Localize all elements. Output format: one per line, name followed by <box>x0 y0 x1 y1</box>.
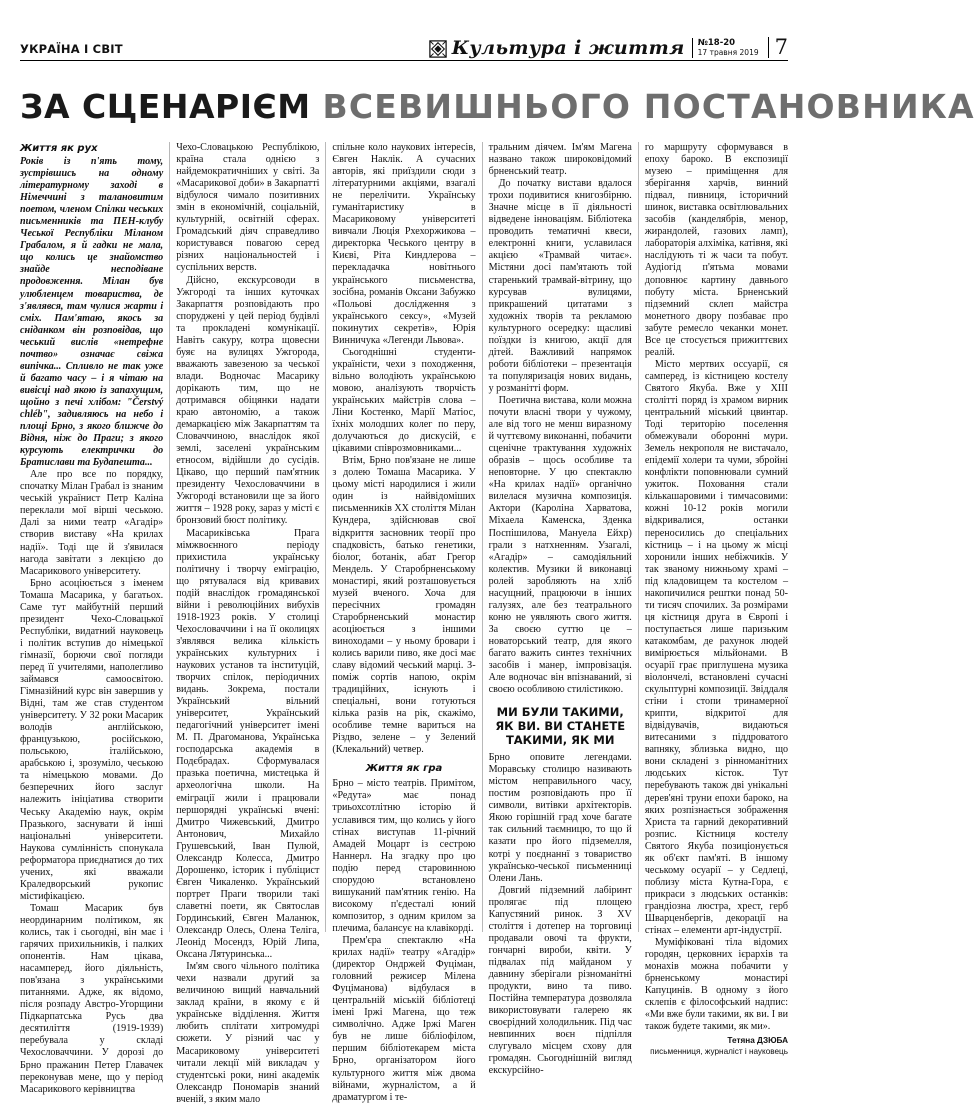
paragraph: Томаш Масарик був неординарним політиком, як колись, так і сьогодні, він має і гарячих прихильників, і палких опонентів. Нам цікава, насамперед, його діяльність, пов'язана з українськими питаннями. Адже, як відомо, після розпаду Австро-Угорщини Підкарпатська Русь два десятиліття (1919-1939) перебувала у складі Чехословаччини. У дорозі до Брно пражанин Петер Главачек переконував мене, що у період Масарикового керівництва <box>20 902 164 1095</box>
issue-number: №18-20 <box>697 38 736 48</box>
paragraph: Брно асоціюється з іменем Томаша Масарика, у багатьох. Саме тут майбутній перший президент Чехо-Словацької Республіки, видатний науковець і політик вступив до німецької гімназії, борючи свої погляди перед її учителями, наполегливо займався самоосвітою. Гімназійний курс він завершив у Відні, там же став студентом університету. У 32 роки Масарик володів англійською, французькою, російською, польською, італійською, арабською і, зрозуміло, чеською та німецькою мовами. До безперечних його заслуг належить ініціатива створити Чеську Академію наук, окрім Празького, заснувати й інші національні університети. Наукова сумлінність спонукала реформатора приєднатися до тих учених, які вважали Краледворський рукопис містифікацією. <box>20 577 164 902</box>
article-title <box>20 84 975 130</box>
paragraph: Втім, Брно пов'язане не лише з долею Томаша Масарика. У цьому місті народилися і жили один із найвідоміших письменників ХХ століття Мілан Кундера, здійснював свої відкриття засновник теорії про спадковість, батько генетики, біолог, ботанік, абат Грегор Мендель. У Старобрненському монастирі, який розташовується музей вченого. Хоча для пересічних громадян Старобрненський монастир асоціюється з іншими виноходами – у ньому бровари і колись варили пиво, яке досі має славу відомий чеський марці. З-поміж сортів напою, окрім традиційних, існують і спеціальні, вони готуються кілька разів на рік, скажімо, особливе темне вариться на Різдво, зелене – у Зелений (Клекальний) четвер. <box>332 455 476 756</box>
issue-info <box>692 38 759 58</box>
paragraph: Брно – місто театрів. Примітом, «Редута» має понад триьохсотлітню історію й уславився тим, що колись у його стінах виступав 11-річний Амадей Моцарт із сестрою Наннерл. На згадку про цю подію перед старовинною спорудою встановлено вишуканий пам'ятник генію. На високому п'єдесталі юний композитор, з одним крилом за плечима, балансує на клавікорді. <box>332 778 476 934</box>
paragraph: Сьогоднішні студенти-україністи, чехи з походження, вільно володіють українською мовою, аналізують творчість українських майстрів слова – Ліни Костенко, Марії Матіос, їхніх молодших колег по перу, долучаються до дискусій, є цікавими співрозмовниками... <box>332 346 476 455</box>
section-label: УКРАЇНА І СВІТ <box>20 42 123 56</box>
paragraph: тральним діячем. Ім'ям Магена названо також широковідомий брненський театр. <box>488 142 632 178</box>
paragraph: спільне коло наукових інтересів, Євген Наклік. А сучасних авторів, які приїздили сюди з літературними акціями, взагалі не перелічити. Українську гуманітаристику в Масариковому університеті вивчали Люція Рхехоржикова – директорка Чеського центру в Києві, Ріта Киндлерова – перекладачка новітнього українського письменства, зосібна, романів Оксани Забужко «Польові дослідження з українського сексу», «Музей покинутих секретів», Юрія Винничука «Легенди Львова». <box>332 142 476 346</box>
paragraph: Прем'єра спектаклю «На крилах надії» театру «Агадір» (директор Ондржей Фуціман, головний режисер Мілена Фуціманова) відбулася в центральній міській бібліотеці імені Іржі Магена, що теж символічно. Адже Іржі Маген був не лише бібліофілом, першим бібліотекарем міста Брно, організатором його культурного життя між двома війнами, журналістом, а й драматургом і те- <box>332 935 476 1103</box>
column-5 <box>638 142 789 1057</box>
column-3 <box>325 142 481 1103</box>
paragraph: Поетична вистава, коли можна почути власні твори у чужому, але від того не менш виразному й чуттєвому виконанні, побачити сценічне трактування художніх образів – щось особливе та неповторне. У цю спектаклю «На крилах надії» органічно вилелася музична композиція. Актори (Кароліна Харватова, Міхаела Каменска, Зденка Поспішилова, Мануела Ейхр) грали з натхненням. Узагалі, «Агадір» – самодіяльний колектив. Музики й виконавці ролей заробляють на хліб насущний, працюючи в інших галузях, але без театрального коню не уявляють свого життя. За своєю суттю це – новаторський театр, для якого багато важить синтез технічних засобів і манер, імпровізація. Але водночас він впізнаваний, зі своєю особливою стилістикою. <box>488 394 632 696</box>
paragraph: До початку вистави вдалося трохи подивитися книгозбірню. Значне місце в її діяльності відведене інноваціям. Бібліотека проводить тематичні квеси, електронні книги, уславилася акцією «Трамвай читає». Містяни досі пам'ятають той старенький трамвай-вітрину, що курсував вулицями, прикрашений цитатами з художніх творів та рекламою культурного осередку: щасливі поїздки із книгою, акції для дітей. Важливий напрямок роботи бібліотеки – презентація та популяризація нових видань, у розманітті форм. <box>488 178 632 394</box>
title-part-1: ЗА СЦЕНАРІЄМ <box>20 87 311 126</box>
paragraph: Дійсно, екскурсоводи в Ужгороді та інших куточках Закарпаття розповідають про споруджені у цей період будівлі та прокладені комунікації. Навіть сакуру, котра щовесни буяє на вулицях Ужгорода, вважають завезеною за чеської влади. Водночас Масарику дорікають тим, що не дотримався обіцянки надати краю автономію, а також демаркацією між Закарпаттям та Словаччиною, внаслідок якої землі, заселені українським етносом, відійшли до сусідів. Цікаво, що перший пам'ятник президенту Чехословаччини в Ужгороді встановили ще за його життя – 1928 року, зараз у місті є бронзовий бюст політику. <box>176 274 320 527</box>
paragraph: Брно оповите легендами. Моравську столицю називають містом неправильного часу, постим розповідають про її символи, витівки архітекторів. Якою горішній град хоче багате так сильний таємницю, то що й казати про його підземелля, котрі у поєднаннї з товариство українсько-чеської письменниці Олени Лань. <box>488 752 632 884</box>
title-part-2: ВСЕВИШНЬОГО ПОСТАНОВНИКА <box>322 87 975 126</box>
paragraph: Але про все по порядку, спочатку Мілан Грабал із знаним чеській українист Петр Каліна переклали мої вірші чеською. Далі за ними театр «Агадір» створив виставу «На крилах надії». Тоді ще й з'явилася нагода завітати з лекцією до Масарикового університету. <box>20 469 164 577</box>
paragraph: Муміфіковані тіла відомих городян, церковних ієрархів та монахів можна побачити у брненському монастирі Капуцинів. В одному з його склепів є філософський надпис: «Ми вже були такими, як ви. І ви також будете такими, як ми». <box>644 937 789 1033</box>
column-2 <box>169 142 325 1105</box>
masthead-title: Культура і життя <box>451 37 685 59</box>
author-role: письменниця, журналіст і науковець <box>650 1047 789 1057</box>
section-headline: МИ БУЛИ ТАКИМИ, ЯК ВИ. ВИ СТАНЕТЕ ТАКИМИ, ЯК МИ <box>495 705 626 748</box>
lead-paragraph: Років із п'ять тому, зустрівшись на одному літературному заході в Німеччині з талановитим поетом, членом Спілки чеських письменників та ПЕН-клубу Чеської Республіки Міланом Грабалом, я й гадки не мала, що колись це знайомство знайде несподіване продовження. Мілан був улюбленцем товариства, де з'являвся, там чулися жарти і сміх. Пам'ятаю, якось за сніданком він розповідав, що чеський вислів «нетрефне почтво» означає свіжа випічка... Спливло не так уже й багато часу – і я чітаю на вивісці над якою із запахущим, щойно з печі хлібом: "Čerstvý chléb", задивляюсь на небо і площі Брно, з якого ближче до Відня, ніж до Праги; з якого курсують електрички до Братислави та Будапешта... <box>20 156 164 469</box>
author-name: Тетяна ДЗЮБА <box>727 1036 789 1046</box>
subheading: Життя як рух <box>20 143 98 154</box>
column-1 <box>20 142 169 1095</box>
issue-date: 17 травня 2019 <box>697 48 759 57</box>
paragraph: Масариківська Прага мімжвоєнного періоду прихистила українську політичну і творчу еміграцію, що рятувалася від кривавих подій внаслідок громадянської війни і революційних вибухів 1918-1923 років. У столиці Чехословаччини і на її околицях з'являвся велика кількість українських культурних і наукових установ та інституцій, творчих спілок, періодичних видань. Зокрема, постали Український вільний університет, Український педагогічний університет імені М. П. Драгоманова, Українська господарська академія в Подєбрадах. Сформувалася празька поетична, мистецька й археологічна школи. На еміграції жили і працювали першорядні українські вчені: Дмитро Чижевський, Дмитро Антонович, Михайло Грушевський, Іван Пулюй, Олександр Колесса, Дмитро Дорошенко, історик і публіцист Євген Чикаленко. Український портрет Праги творили такі славетні поети, як Святослав Гординський, Євген Маланюк, Олександр Олесь, Олена Теліга, Леонід Мосендз, Юрій Липа, Оксана Лятуринська... <box>176 527 320 961</box>
paragraph: Місто мертвих оссуарії, ся самперед, із кістницею костелу Святого Якуба. Вже у XIII столітті поряд із храмом вирник центральний міський цвинтар. Тоді територію поселення обмежували оборонні мури. Земель некрополя не вистачало, епідемії холери та чуми, збройні конфлікти поповнювали сумний ужиток. Поховання стали кількашаровими і тимчасовими: кожні 10-12 років могили відкривалися, останки переносились до спеціальних кістниць – і на цьому ж місці хоронили інших небіжчиків. У так званому нижньому храмі – під кладовищем та костелом – накопичилися рештки понад 50-ти тисяч спочилих. За розмірами ця кістниця друга в Європі і поступається лише паризьким катакомбам, де рахунок людей вимірюється мільйонами. В осуарії грає приглушена музика віолончелі, встановлені сучасні скульптурні композиції. Звіддаля стіни і стопи тринамерної крипти, відкритої для відвідувачів, видаються витесаними з піддроватого вапняку, зблизька видно, що вони складені з рінноманітних людських кісток. Тут перебувають також дві унікальні дерев'яні труни епохи бароко, на яких розпізнається зображення Христа та гарний декоративний розпис. Кістниця костелу Святого Якуба позиціонується як об'єкт пам'яті. В іншому чеському осуарії – у Седлеці, поблизу міста Кутна-Гора, є прикраси з людських останків: грандіозна люстра, хрест, герб Шварценбергів, декорації на стінах – елементи арт-індустрії. <box>644 358 789 937</box>
page-header <box>20 34 788 61</box>
header-right <box>429 37 788 60</box>
paragraph: Ім'ям свого чільного політика чехи назвали другий за величиною вищий навчальний заклад країни, в якому є й українське відділення. Життя любить сплітати хитромудрі сюжети. У різний час у Масариковому університеті читали лекції мій викладач у студентські роки, нині академік Олександр Пономарів знаний вченій, з яким мало <box>176 961 320 1105</box>
column-4 <box>482 142 638 1077</box>
subheading: Життя як гра <box>365 763 443 775</box>
article-columns <box>20 142 789 1105</box>
ornament-icon <box>429 40 447 58</box>
page-number: 7 <box>768 37 788 58</box>
paragraph: го маршруту сформувався в епоху бароко. В експозиції музею – приміщення для зберігання харчів, винний підвал, пивниця, історичний шинок, виставка освітлювальних засобів (канделябрів, менор, жирандолей, газових ламп), лабораторія алхіміка, катівня, які наслідують ті ж часи та побут. Аудіогід п'ятьма мовами доповнює картину давнього побуту міста. Брненський підземний склеп майстра монетного двору позбаває про забуте ремесло чеканки монет. Все це стосується прижиттєвих реалій. <box>644 142 789 358</box>
masthead-logo <box>429 39 685 58</box>
paragraph: Чехо-Словацькою Республікою, країна стала однією з найдемократичніших у світі. За «Масарикової доби» в Закарпатті відбулося чимало позитивних змін в економічній, соціальній, культурній, освітній сферах. Громадський діяч справедливо користувався повагою серед різних національностей і суспільних верств. <box>176 142 320 274</box>
paragraph: Довгий підземний лабіринт пролягає під площею Капустяний ринок. З XV століття і дотепер на торговиці продавали овочі та фрукти, гончарні вироби, квіти. У підвалах під майданом у давнину зберігали різноманітні продукти, вино та пиво. Постійна температура дозволяла використовувати галерею як своєрідний холодильник. Під час невпинних воєн підпілля слугувало місцем схову для громадян. Сьогоднішній вигляд екскурсійно- <box>488 884 632 1077</box>
author-signature <box>645 1035 788 1057</box>
